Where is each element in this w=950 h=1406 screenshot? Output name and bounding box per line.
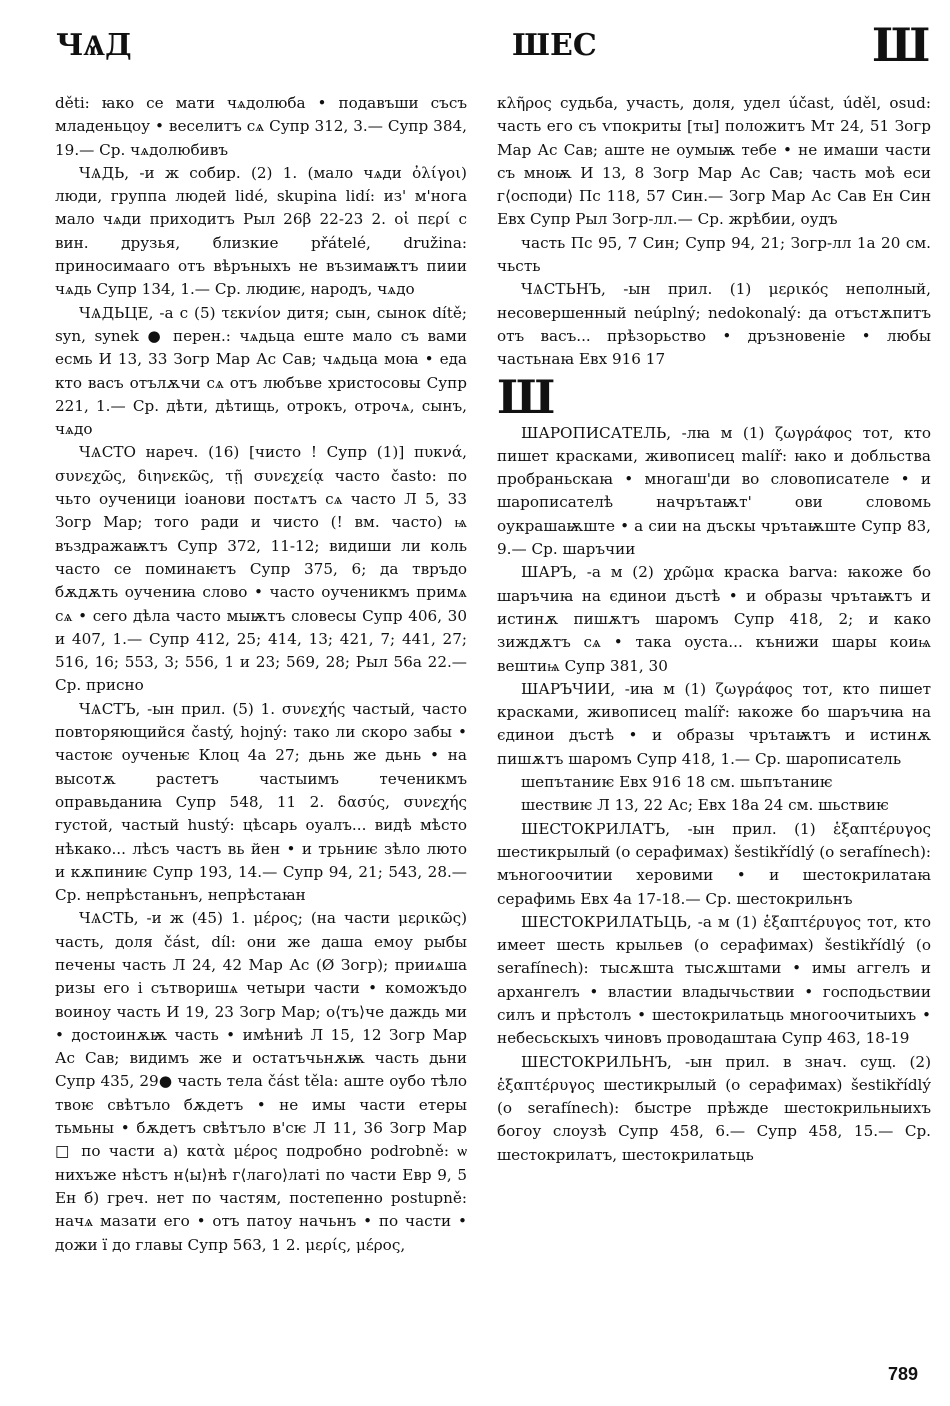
dictionary-entry: ЧѦДЬЦЕ, -а с (5) τεκνίον дитя; сын, сынок dítě; syn, synek ● перен.: чѧдьца еште мало съ вами есмь И 13, 33 Зогр Мар Ас Сав; чѧдьца моꙗ • еда кто васъ отълѫчи сѧ отъ любъве христосовы Супр 221, 1.— Ср. дѣти, дѣтищь, отрокъ, отрочѧ, сынъ, чѧдо — [55, 303, 467, 439]
dictionary-entry: ШЕСТОКРИЛАТЬЦЬ, -а м (1) ἑξαπτέρυγος тот, кто имеет шесть крыльев (о серафимах) šestikřídlý (o serafínech): тысѫшта тысѫштами • имы аггелъ и архангелъ • властии владычьствии • господьствии силъ и прѣстолъ • шестокрилатьць многоочитыихъ • небесьскыхъ чиновъ проводаштаꙗ Супр 463, 18-19 — [497, 912, 931, 1048]
dictionary-entry: ЧѦСТЬ, -и ж (45) 1. μέρος; (на части μερικῶς) часть, доля část, díl: они же даша емоу рыбы печены часть Л 24, 42 Мар Ас (Ø Зогр); прииѧша ризы его і сътворишѧ четыри части • коможъдо воиноу часть И 19, 23 Зогр Мар; о⟨тъ⟩че даждь ми • достоинѫѭ часть • имѣниѣ Л 15, 12 Зогр Мар Ас Сав; видимъ же и остатъчьнѫѭ часть дьни Супр 435, 29● часть тела část těla: аште оубо тѣло твоѥ свѣтъло бѫдетъ • не имы части етеры тьмьны • бѫдетъ свѣтъло в'сѥ Л 11, 36 Зогр Мар □ по части а) κατὰ μέρος подробно podrobně: ѡ нихъже нѣстъ н⟨ы⟩нѣ г⟨лаго⟩латі по части Евр 9, 5 Ен б) греч. нет по частям, постепенно postupně: начѧ мазати его • отъ патоу начьнъ • по части • дожи ї до главы Супр 563, 1 2. μερίς, μέρος, — [55, 909, 467, 1254]
dictionary-entry: шепътаниѥ Евх 916 18 см. шьпътаниѥ — [521, 773, 833, 792]
dictionary-entry: ШЕСТОКРИЛЬНЪ, -ын прил. в знач. сущ. (2) ἑξαπτέρυγος шестикрылый (о серафимах) šestikřídlý (o serafínech): быстре прѣжде шестокрильныихъ богоу слоузѣ Супр 458, 6.— Супр 458, 15.— Ср. шестокрилатъ, шестокрилатьць — [497, 1052, 931, 1164]
dictionary-entry: ШАРЪ, -а м (2) χρῶμα краска barva: ꙗкоже бо шаръчиꙗ на єдинои дъстѣ • и образы чрътаѭтъ и истинѫ пишѫтъ шаромъ Супр 418, 2; и како зиждѫтъ сѧ • така оуста... кънижи шары коиѩ вештиѩ Супр 381, 30 — [497, 563, 931, 675]
running-head-left: ЧѦД — [56, 28, 132, 63]
running-head-right: ШЕС — [512, 28, 597, 63]
dictionary-entry: ЧѦСТЬНЪ, -ын прил. (1) μερικός неполный, несовершенный neúplný; nedokonalý: да отъстѫпитъ отъ васъ... прѣзорьство • дръзновеніе • любы частьнаꙗ Евх 916 17 — [497, 280, 931, 369]
dictionary-entry: ШАРОПИСАТЕЛЬ, -лꙗ м (1) ζωγράφος тот, кто пишет красками, живописец malíř: ꙗко и добльства пробраньскаꙗ • многаш'ди во словописателе • и шарописателѣ начрътаѭт' ови словомь оукрашаѭште • а сии на дъскы чрътаѭште Супр 83, 9.— Ср. шаръчии — [497, 423, 931, 559]
section-letter-header: Ш — [872, 18, 931, 72]
dictionary-entry: děti: ꙗко се мати чѧдолюба • подавъши съсъ младеньцоу • веселитъ сѧ Супр 312, 3.— Супр 384, 19.— Ср. чѧдолюбивъ — [55, 94, 467, 159]
dictionary-entry: ШАРЪЧИИ, -иꙗ м (1) ζωγράφος тот, кто пишет красками, живописец malíř: ꙗкоже бо шаръчиꙗ на єдинои дъстѣ • и образы чрътаѭтъ и истинѫ пишѫтъ шаромъ Супр 418, 1.— Ср. шарописатель — [497, 679, 931, 768]
page-number: 789 — [888, 1364, 919, 1384]
dictionary-entry: κλῆρος судьба, участь, доля, удел účast, úděl, osud: часть его съ ѵпокриты [ты] положитъ Мт 24, 51 Зогр Мар Ас Сав; аште не оумыѭ тебе • не имаши части съ мноѭ И 13, 8 Зогр Мар Ас Сав; часть моѣ еси г⟨осподи⟩ Пс 118, 57 Син.— Зогр Мар Ас Сав Ен Син Евх Супр Рыл Зогр-лл.— Ср. жрѣбии, оудъ — [497, 94, 931, 229]
left-column — [55, 92, 467, 1257]
dictionary-entry: часть Пс 95, 7 Син; Супр 94, 21; Зогр-лл 1а 20 см. чьсть — [497, 233, 931, 276]
right-column — [497, 92, 931, 1167]
dictionary-entry: ЧѦСТЪ, -ын прил. (5) 1. συνεχής частый, часто повторяющийся častý, hojný: тако ли скоро забы • частоѥ оученьѥ Клоц 4а 27; дьнь же дьнь • на высотѫ растетъ частыимъ теченикмъ оправьданиꙗ Супр 548, 11 2. δασύς, συνεχής густой, частый hustý: цѣсарь оуалъ... видѣ мѣсто нѣкако... лѣсъ частъ вь йен • и трьниѥ зѣло люто и кѫпиниѥ Супр 193, 14.— Супр 94, 21; 543, 28.— Ср. непрѣстаньнъ, непрѣстаꙗн — [55, 699, 467, 905]
dictionary-entry: ШЕСТОКРИЛАТЪ, -ын прил. (1) ἑξαπτέρυγος шестикрылый (о серафимах) šestikřídlý (o serafínech): мъногоочитии херовими • и шестокрилатаꙗ серафимь Евх 4а 17-18.— Ср. шестокрильнъ — [497, 819, 931, 908]
dictionary-entry: ЧѦСТО нареч. (16) [чисто ! Супр (1)] πυκνά, συνεχῶς, διηνεκῶς, τῇ συνεχείᾳ часто často: по чьто оученици іоанови постѧтъ сѧ часто Л 5, 33 Зогр Мар; того ради и чисто (! вм. часто) ѩ въздражаѭтъ Супр 372, 11-12; видиши ли коль часто се поминаѥтъ Супр 375, 6; да твръдо бѫдѫть оучениꙗ слово • часто оученикмъ примѧ сѧ • сего дѣла часто мыѭтъ словесы Супр 406, 30 и 407, 1.— Супр 412, 25; 414, 13; 421, 7; 441, 27; 516, 16; 553, 3; 556, 1 и 23; 569, 28; Рыл 56а 22.— Ср. присно — [55, 443, 467, 695]
dictionary-entry: шествиѥ Л 13, 22 Ас; Евх 18а 24 см. шьствиѥ — [521, 796, 889, 815]
section-heading: Ш — [497, 369, 556, 424]
dictionary-entry: ЧѦДЬ, -и ж собир. (2) 1. (мало чѧди ὀλίγοι) люди, группа людей lidé, skupina lidí: из' м'нога мало чѧди приходитъ Рыл 26β 22-23 2. οἱ περί с вин. друзья, близкие přátelé, družina: приносимааго отъ вѣръныхъ не възимаѭтъ пиии чѧдь Супр 134, 1.— Ср. людиѥ, народъ, чѧдо — [55, 163, 467, 299]
